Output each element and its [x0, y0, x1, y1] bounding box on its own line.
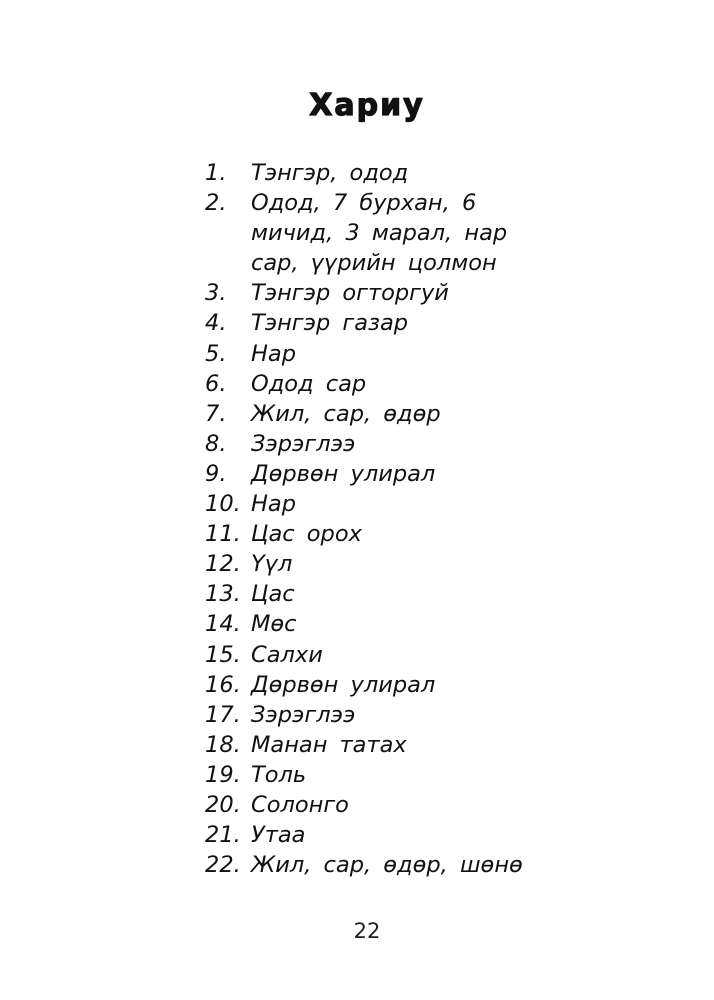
answer-text: [251, 730, 407, 760]
answer-item: [205, 519, 523, 549]
answer-text-line: мичид, 3 марал, нар: [251, 220, 508, 247]
answer-text: [251, 459, 435, 489]
answer-item: [205, 399, 523, 429]
answer-text: [251, 640, 323, 670]
answer-number: 12.: [205, 551, 241, 578]
answer-number: 3.: [205, 280, 227, 307]
answer-number: 10.: [205, 491, 241, 518]
answer-number: 18.: [205, 731, 241, 758]
answer-item: [205, 429, 523, 459]
answer-text: [251, 399, 441, 429]
answer-text-line: Солонго: [251, 791, 349, 818]
answer-item: [205, 760, 523, 790]
answer-text-line: Зэрэглээ: [251, 430, 356, 457]
answer-text-line: Толь: [251, 761, 307, 788]
answer-number: 17.: [205, 701, 241, 728]
answer-text-line: Мөс: [251, 611, 297, 638]
answer-text: [251, 339, 296, 369]
answer-number: 22.: [205, 852, 241, 879]
answer-text-line: Утаа: [251, 822, 306, 849]
answer-number: 2.: [205, 190, 227, 217]
answer-text: [251, 850, 523, 880]
answer-item: [205, 700, 523, 730]
answer-text: [251, 308, 408, 338]
answer-text-line: Дөрвөн улирал: [251, 460, 436, 487]
answer-item: [205, 670, 523, 700]
answer-text-line: Жил, сар, өдөр, шөнө: [251, 852, 523, 879]
answer-text-line: Тэнгэр газар: [251, 310, 409, 337]
answer-text: [251, 579, 295, 609]
answer-text: [251, 489, 296, 519]
answer-item: [205, 308, 523, 338]
answer-item: [205, 278, 523, 308]
answer-text-line: Одод, 7 бурхан, 6: [251, 190, 477, 217]
answer-text-line: Салхи: [251, 641, 323, 668]
answer-item: [205, 158, 523, 188]
answer-text: [251, 278, 449, 308]
answer-number: 9.: [205, 460, 227, 487]
answer-text-line: Жил, сар, өдөр: [251, 400, 441, 427]
answer-number: 1.: [205, 160, 227, 186]
answer-text: [251, 188, 507, 278]
answer-item: [205, 640, 523, 670]
answer-text-line: Нар: [251, 491, 296, 518]
answer-text: [251, 369, 366, 399]
answer-number: 4.: [205, 310, 227, 337]
answer-text: [251, 790, 349, 820]
answer-text-line: Дөрвөн улирал: [251, 671, 436, 698]
answer-number: 7.: [205, 400, 227, 427]
answer-text: [251, 519, 362, 549]
answer-number: 8.: [205, 430, 227, 457]
answer-number: 13.: [205, 581, 241, 608]
answer-item: [205, 489, 523, 519]
answer-item: [205, 459, 523, 489]
answer-text-line: Зэрэглээ: [251, 701, 356, 728]
answer-item: [205, 850, 523, 880]
page-title: Хариу: [309, 88, 425, 123]
answer-text: [251, 609, 297, 639]
answer-text: [251, 158, 408, 188]
answer-number: 15.: [205, 641, 241, 668]
answer-number: 20.: [205, 791, 241, 818]
answer-number: 14.: [205, 611, 241, 638]
answer-text-line: Одод сар: [251, 370, 367, 397]
answer-text-line: Нар: [251, 340, 296, 367]
answer-number: 5.: [205, 340, 227, 367]
answer-text-line: Тэнгэр, одод: [251, 160, 409, 186]
answer-number: 6.: [205, 370, 227, 397]
answer-text: [251, 820, 305, 850]
answer-text: [251, 760, 306, 790]
answer-list: [205, 158, 523, 880]
answer-text-line: сар, үүрийн цолмон: [251, 250, 497, 277]
answer-text-line: Тэнгэр огторгуй: [251, 280, 449, 307]
answer-text: [251, 700, 355, 730]
answer-item: [205, 339, 523, 369]
answer-item: [205, 820, 523, 850]
answer-text-line: Үүл: [251, 551, 293, 578]
answer-text-line: Манан татах: [251, 731, 407, 758]
answer-item: [205, 188, 523, 278]
answer-number: 19.: [205, 761, 241, 788]
answer-number: 11.: [205, 521, 241, 548]
answer-text: [251, 429, 355, 459]
answer-text: [251, 670, 435, 700]
answer-item: [205, 579, 523, 609]
answer-item: [205, 790, 523, 820]
answer-text-line: Цас орох: [251, 521, 362, 548]
answer-number: 21.: [205, 822, 241, 849]
answer-text-line: Цас: [251, 581, 295, 608]
page-number: 22: [353, 919, 381, 943]
answer-item: [205, 369, 523, 399]
answer-item: [205, 730, 523, 760]
answer-number: 16.: [205, 671, 241, 698]
answer-text: [251, 549, 292, 579]
answer-item: [205, 609, 523, 639]
answer-item: [205, 549, 523, 579]
